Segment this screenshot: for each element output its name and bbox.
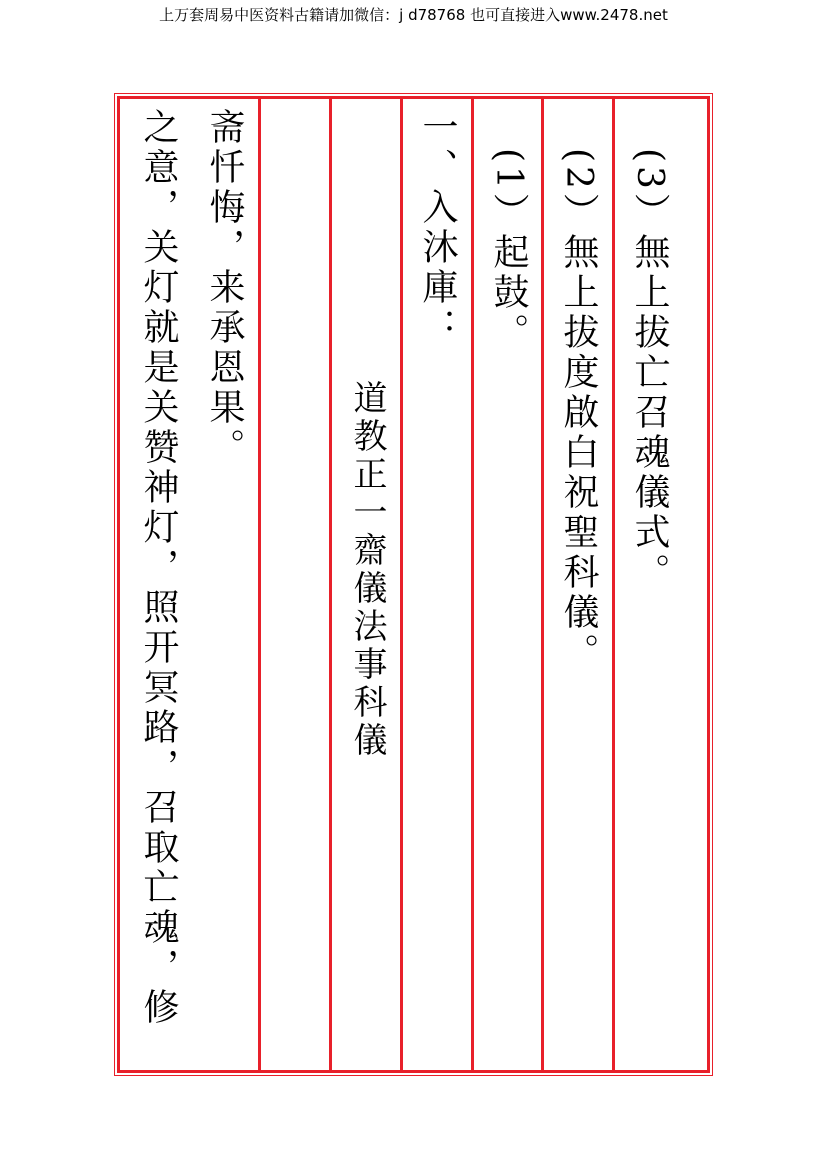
page-header-watermark: 上万套周易中医资料古籍请加微信：j d78768 也可直接进入www.2478.net <box>159 6 668 24</box>
text-column-3: (1）起鼓。 <box>488 148 529 353</box>
text-column-7: 斋忏悔，来承恩果。 <box>204 108 245 468</box>
text-column-4: 一、入沐庫： <box>417 108 458 348</box>
column-divider <box>258 99 261 1070</box>
column-divider <box>329 99 332 1070</box>
column-divider <box>541 99 544 1070</box>
text-column-1: (3）無上拔亡召魂儀式。 <box>629 148 670 593</box>
column-divider <box>400 99 403 1070</box>
text-column-2: (2）無上拔度啟白祝聖科儀。 <box>558 148 599 673</box>
column-divider <box>612 99 615 1070</box>
text-column-8: 之意，关灯就是关赞神灯，照开冥路，召取亡魂，修 <box>138 108 179 1028</box>
column-divider <box>471 99 474 1070</box>
section-title-column: 道教正一齋儀法事科儀 <box>347 380 387 760</box>
